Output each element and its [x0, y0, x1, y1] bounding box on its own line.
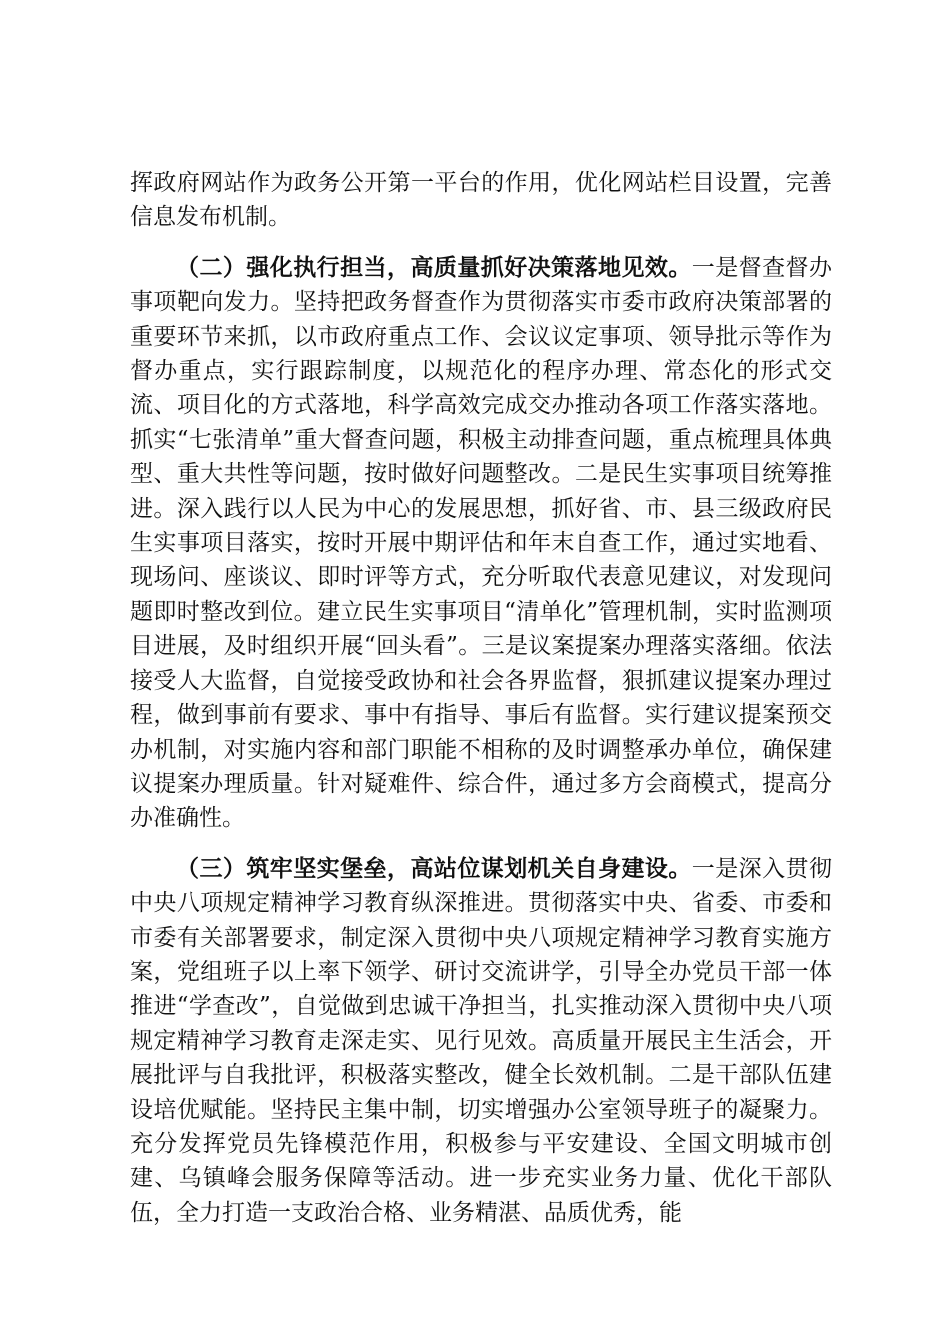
section-heading-2: （二）强化执行担当，高质量抓好决策落地见效。 [176, 254, 692, 281]
paragraph-body-3: 一是深入贯彻中央八项规定精神学习教育纵深推进。贯彻落实中央、省委、市委和市委有关部署要求，制定深入贯彻中央八项规定精神学习教育实施方案，党组班子以上率下领学、研讨交流讲学，引导全办党员干部一体推进“学查改”，自觉做到忠诚干净担当，扎实推动深入贯彻中央八项规定精神学习教育走深走实、见行见效。高质量开展民主生活会，开展批评与自我批评，积极落实整改，健全长效机制。二是干部队伍建设培优赋能。坚持民主集中制，切实增强办公室领导班子的凝聚力。充分发挥党员先锋模范作用，积极参与平安建设、全国文明城市创建、乌镇峰会服务保障等活动。进一步充实业务力量、优化干部队伍，全力打造一支政治合格、业务精湛、品质优秀，能 [130, 855, 833, 1226]
paragraph-body-1: 挥政府网站作为政务公开第一平台的作用，优化网站栏目设置，完善信息发布机制。 [130, 170, 832, 231]
document-page [130, 166, 832, 1230]
paragraph-section-2 [130, 251, 832, 836]
paragraph-body-2: 一是督查督办事项靶向发力。坚持把政务督查作为贯彻落实市委市政府决策部署的重要环节来抓，以市政府重点工作、会议议定事项、领导批示等作为督办重点，实行跟踪制度，以规范化的程序办理、常态化的形式交流、项目化的方式落地，科学高效完成交办推动各项工作落实落地。抓实“七张清单”重大督查问题，积极主动排查问题，重点梳理具体典型、重大共性等问题，按时做好问题整改。二是民生实事项目统筹推进。深入践行以人民为中心的发展思想，抓好省、市、县三级政府民生实事项目落实，按时开展中期评估和年末自查工作，通过实地看、现场问、座谈议、即时评等方式，充分听取代表意见建议，对发现问题即时整改到位。建立民生实事项目“清单化”管理机制，实时监测项目进展，及时组织开展“回头看”。三是议案提案办理落实落细。依法接受人大监督，自觉接受政协和社会各界监督，狠抓建议提案办理过程，做到事前有要求、事中有指导、事后有监督。实行建议提案预交办机制，对实施内容和部门职能不相称的及时调整承办单位，确保建议提案办理质量。针对疑难件、综合件，通过多方会商模式，提高分办准确性。 [130, 254, 833, 832]
section-heading-3: （三）筑牢坚实堡垒，高站位谋划机关自身建设。 [176, 855, 692, 882]
paragraph-section-3 [130, 852, 832, 1230]
paragraph-continuation [130, 166, 832, 235]
